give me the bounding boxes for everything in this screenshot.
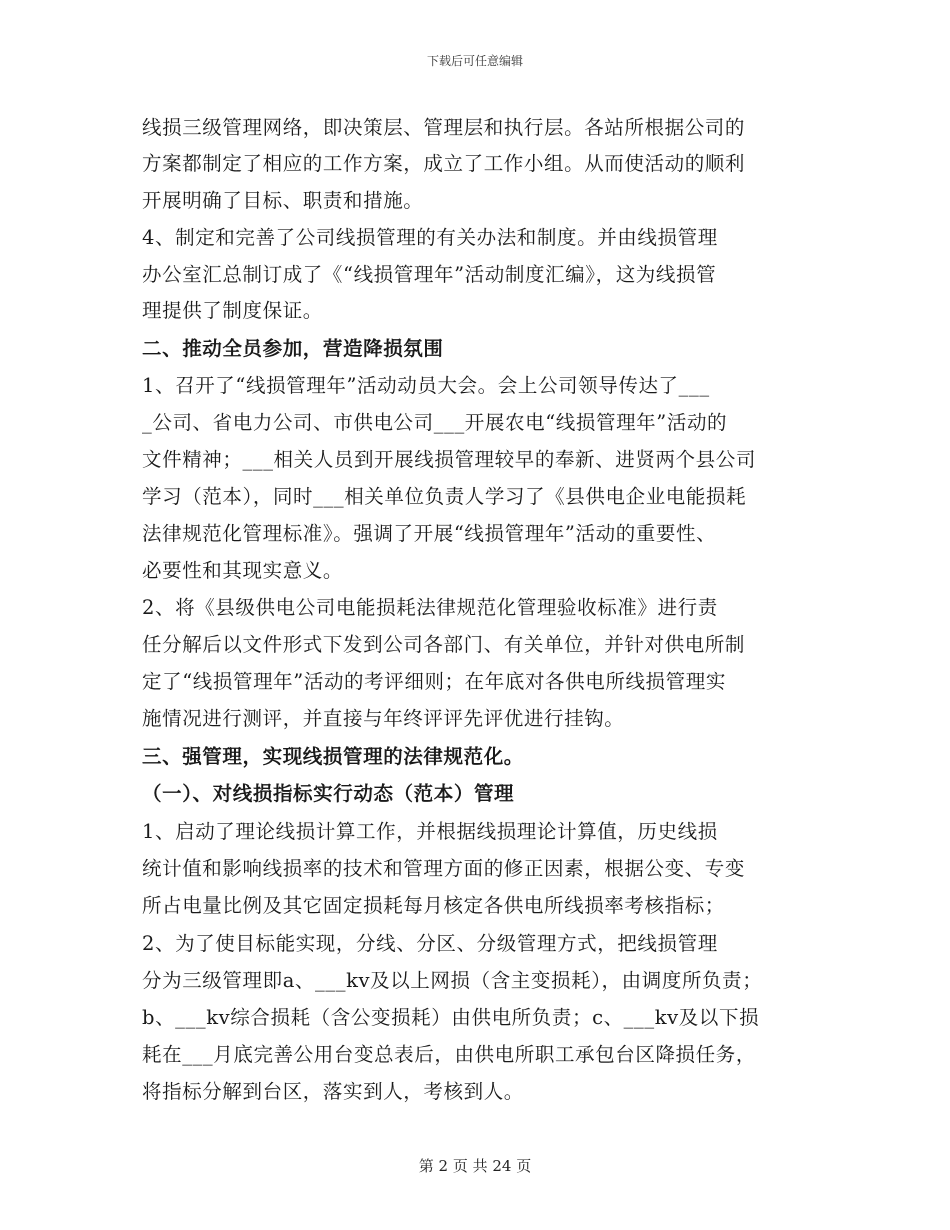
- text-line: 线损三级管理网络，即决策层、管理层和执行层。各站所根据公司的: [142, 116, 746, 139]
- text-line: 1、召开了“线损管理年”活动动员大会。会上公司领导传达了___: [142, 374, 710, 397]
- text-line: 将指标分解到台区，落实到人，考核到人。: [142, 1080, 524, 1103]
- text-line: 理提供了制度保证。: [142, 299, 323, 322]
- text-line: b、___kv综合损耗（含公变损耗）由供电所负责；c、___kv及以下损: [142, 1006, 760, 1029]
- text-line: 统计值和影响线损率的技术和管理方面的修正因素，根据公变、专变: [142, 857, 746, 880]
- text-line: 所占电量比例及其它固定损耗每月核定各供电所线损率考核指标；: [142, 894, 725, 917]
- text-line: 任分解后以文件形式下发到公司各部门、有关单位，并针对供电所制: [142, 633, 746, 656]
- text-line: 2、为了使目标能实现，分线、分区、分级管理方式，把线损管理: [142, 932, 718, 955]
- text-line: 定了“线损管理年”活动的考评细则；在年底对各供电所线损管理实: [142, 670, 726, 693]
- section-heading: 二、推动全员参加，营造降损氛围: [142, 337, 444, 360]
- text-line: 文件精神；___相关人员到开展线损管理较早的奉新、进贤两个县公司: [142, 448, 756, 471]
- page-footer: 第 2 页 共 24 页: [418, 1157, 532, 1175]
- section-heading: 三、强管理，实现线损管理的法律规范化。: [142, 745, 524, 768]
- text-line: 4、制定和完善了公司线损管理的有关办法和制度。并由线损管理: [142, 226, 718, 249]
- text-line: 耗在___月底完善公用台变总表后，由供电所职工承包台区降损任务，: [142, 1043, 756, 1066]
- page-header: 下载后可任意编辑: [426, 54, 523, 68]
- subsection-heading: （一）、对线损指标实行动态（范本）管理: [142, 782, 515, 805]
- text-line: 必要性和其现实意义。: [142, 559, 344, 582]
- text-line: 施情况进行测评，并直接与年终评评先评优进行挂钩。: [142, 707, 625, 730]
- text-line: 办公室汇总制订成了《“线损管理年”活动制度汇编》，这为线损管: [142, 263, 717, 286]
- text-line: _公司、省电力公司、市供电公司___开展农电“线损管理年”活动的: [142, 411, 728, 434]
- text-line: 法律规范化管理标准》。强调了开展“线损管理年”活动的重要性、: [142, 522, 717, 545]
- text-line: 开展明确了目标、职责和措施。: [142, 189, 424, 212]
- text-line: 方案都制定了相应的工作方案，成立了工作小组。从而使活动的顺利: [142, 152, 746, 175]
- text-line: 1、启动了理论线损计算工作，并根据线损理论计算值，历史线损: [142, 820, 718, 843]
- text-line: 分为三级管理即a、___kv及以上网损（含主变损耗），由调度所负责；: [142, 969, 763, 992]
- text-line: 2、将《县级供电公司电能损耗法律规范化管理验收标准》进行责: [142, 596, 718, 619]
- text-line: 学习（范本），同时___相关单位负责人学习了《县供电企业电能损耗: [142, 485, 747, 508]
